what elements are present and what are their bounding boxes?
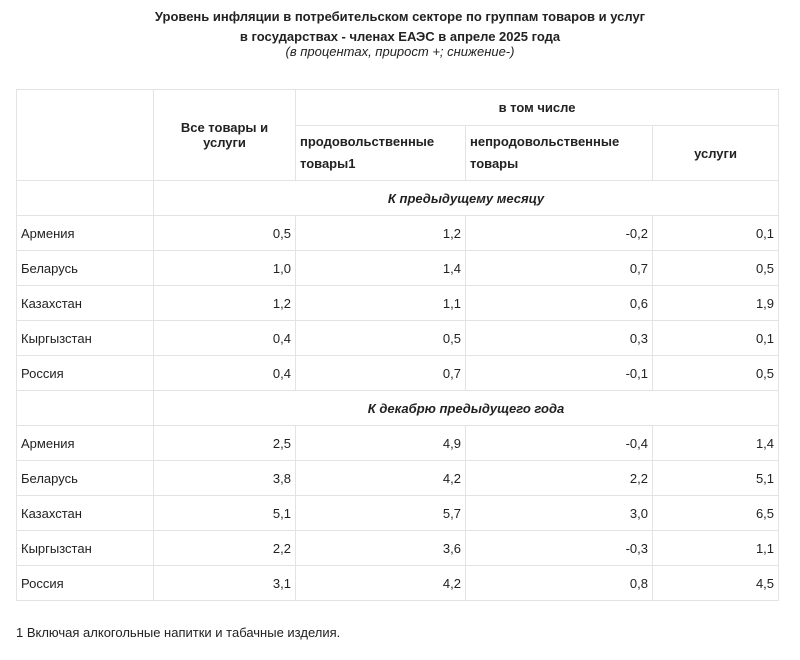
value-food: 4,2 bbox=[296, 461, 466, 496]
value-nonfood: 0,6 bbox=[466, 286, 653, 321]
value-all-goods: 5,1 bbox=[154, 496, 296, 531]
value-all-goods: 0,4 bbox=[154, 321, 296, 356]
value-all-goods: 0,4 bbox=[154, 356, 296, 391]
value-food: 4,2 bbox=[296, 566, 466, 601]
country-cell: Россия bbox=[17, 356, 154, 391]
value-all-goods: 1,0 bbox=[154, 251, 296, 286]
value-services: 1,4 bbox=[653, 426, 779, 461]
title-line-2: в государствах - членах ЕАЭС в апреле 2025 года bbox=[239, 29, 561, 44]
value-services: 0,1 bbox=[653, 216, 779, 251]
value-all-goods: 3,1 bbox=[154, 566, 296, 601]
value-nonfood: 3,0 bbox=[466, 496, 653, 531]
value-services: 4,5 bbox=[653, 566, 779, 601]
header-services: услуги bbox=[653, 126, 779, 181]
country-cell: Казахстан bbox=[17, 496, 154, 531]
header-all-goods: Все товары и услуги bbox=[154, 90, 296, 181]
value-nonfood: -0,1 bbox=[466, 356, 653, 391]
value-food: 1,1 bbox=[296, 286, 466, 321]
table-row bbox=[17, 356, 779, 391]
value-food: 3,6 bbox=[296, 531, 466, 566]
table-row bbox=[17, 461, 779, 496]
section-empty-cell bbox=[17, 181, 154, 216]
value-food: 0,7 bbox=[296, 356, 466, 391]
title-line-1: Уровень инфляции в потребительском секторе по группам товаров и услуг bbox=[154, 9, 646, 24]
country-cell: Россия bbox=[17, 566, 154, 601]
country-cell: Армения bbox=[17, 216, 154, 251]
header-corner-cell bbox=[17, 90, 154, 181]
section-row bbox=[17, 391, 779, 426]
country-cell: Кыргызстан bbox=[17, 531, 154, 566]
header-including: в том числе bbox=[296, 90, 779, 126]
table-row bbox=[17, 251, 779, 286]
country-cell: Кыргызстан bbox=[17, 321, 154, 356]
value-services: 1,9 bbox=[653, 286, 779, 321]
section-row bbox=[17, 181, 779, 216]
value-all-goods: 2,2 bbox=[154, 531, 296, 566]
value-food: 0,5 bbox=[296, 321, 466, 356]
value-nonfood: 0,3 bbox=[466, 321, 653, 356]
table-row bbox=[17, 496, 779, 531]
table-row bbox=[17, 321, 779, 356]
footnote: 1 Включая алкогольные напитки и табачные изделия. bbox=[16, 625, 341, 640]
value-all-goods: 3,8 bbox=[154, 461, 296, 496]
value-food: 5,7 bbox=[296, 496, 466, 531]
header-nonfood: непродовольственные товары bbox=[466, 126, 653, 181]
header-row-top bbox=[17, 90, 779, 126]
section-empty-cell bbox=[17, 391, 154, 426]
section-title: К декабрю предыдущего года bbox=[154, 391, 779, 426]
table-row bbox=[17, 286, 779, 321]
value-food: 1,2 bbox=[296, 216, 466, 251]
value-all-goods: 1,2 bbox=[154, 286, 296, 321]
value-services: 0,5 bbox=[653, 356, 779, 391]
country-cell: Беларусь bbox=[17, 461, 154, 496]
header-food: продовольственные товары1 bbox=[296, 126, 466, 181]
value-services: 5,1 bbox=[653, 461, 779, 496]
table-row bbox=[17, 531, 779, 566]
value-nonfood: -0,4 bbox=[466, 426, 653, 461]
value-all-goods: 2,5 bbox=[154, 426, 296, 461]
value-food: 4,9 bbox=[296, 426, 466, 461]
value-services: 1,1 bbox=[653, 531, 779, 566]
value-services: 6,5 bbox=[653, 496, 779, 531]
value-food: 1,4 bbox=[296, 251, 466, 286]
value-nonfood: -0,2 bbox=[466, 216, 653, 251]
value-services: 0,5 bbox=[653, 251, 779, 286]
value-nonfood: 2,2 bbox=[466, 461, 653, 496]
value-services: 0,1 bbox=[653, 321, 779, 356]
page-subtitle: (в процентах, прирост +; снижение-) bbox=[285, 44, 515, 59]
inflation-table bbox=[16, 89, 779, 601]
value-nonfood: 0,7 bbox=[466, 251, 653, 286]
country-cell: Армения bbox=[17, 426, 154, 461]
value-nonfood: 0,8 bbox=[466, 566, 653, 601]
value-all-goods: 0,5 bbox=[154, 216, 296, 251]
table-row bbox=[17, 216, 779, 251]
section-title: К предыдущему месяцу bbox=[154, 181, 779, 216]
table-row bbox=[17, 426, 779, 461]
value-nonfood: -0,3 bbox=[466, 531, 653, 566]
country-cell: Беларусь bbox=[17, 251, 154, 286]
page-title bbox=[0, 7, 800, 47]
country-cell: Казахстан bbox=[17, 286, 154, 321]
table-row bbox=[17, 566, 779, 601]
